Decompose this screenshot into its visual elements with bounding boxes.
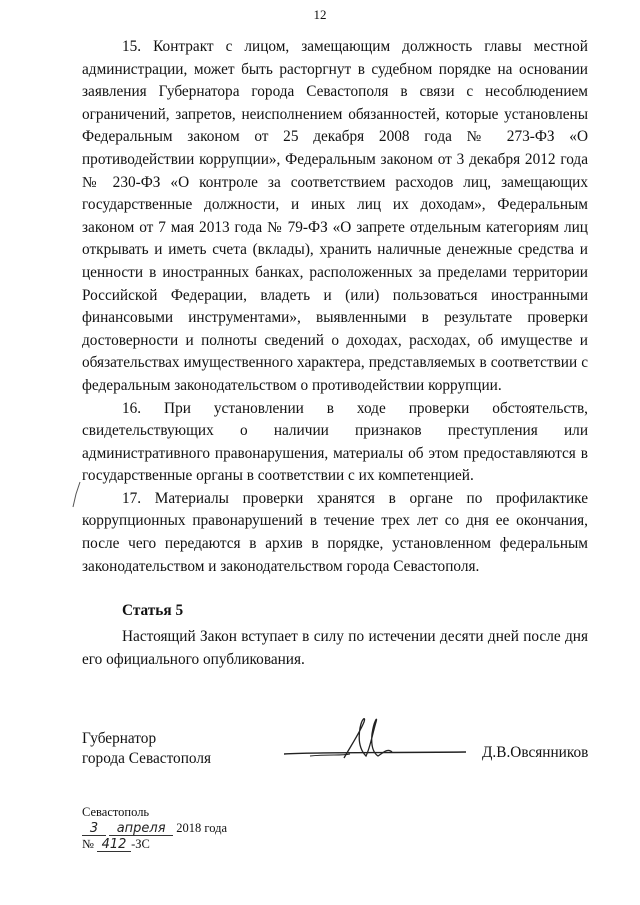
page-number: 12 — [313, 7, 327, 22]
date-day: 3 — [82, 822, 106, 836]
number-prefix: № — [82, 837, 94, 851]
governor-title — [82, 729, 211, 769]
number-value: 412 — [97, 838, 131, 852]
document-footer — [82, 804, 227, 852]
article-5-text: Настоящий Закон вступает в силу по истечении десяти дней после дня его официального опубликования. — [82, 628, 588, 668]
paragraph-16: 16. При установлении в ходе проверки обстоятельств, свидетельствующих о наличии признаков преступления или административного правонарушения, материалы об этом предоставляются в государственные органы в соответствии с их компетенцией. — [82, 399, 588, 485]
paragraph-17: 17. Материалы проверки хранятся в органе по профилактике коррупционных правонарушений в течение трех лет со дня ее окончания, после чего передаются в архив в порядке, установленном федеральным законодательством и законодательством города Севастополя. — [82, 489, 588, 575]
governor-title-line1: Губернатор — [82, 730, 157, 747]
law-number-line — [82, 836, 227, 852]
law-body — [82, 36, 588, 671]
paragraph-15: 15. Контракт с лицом, замещающим должность главы местной администрации, может быть расторгнут в судебном порядке на основании заявления Губернатора города Севастополя в связи с несоблюдением ограничений, запретов, неисполнением обязанностей, которые установлены Федеральным законом от 25 декабря 2008 года № 273-ФЗ «О противодействии коррупции», Федеральным законом от 3 декабря 2012 года № 230-ФЗ «О контроле за соответствием расходов лиц, замещающих государственные должности, и иных лиц их доходам», Федеральным законом от 7 мая 2013 года № 79-ФЗ «О запрете отдельным категориям лиц открывать и иметь счета (вклады), хранить наличные денежные средства и ценности в иностранных банках, расположенных за пределами территории Российской Федерации, владеть и (или) пользоваться иностранными финансовыми инструментами», выявленными в результате проверки достоверности и полноты сведений о доходах, расходах, об имуществе и обязательствах имущественного характера, представляемых в соответствии с федеральным законодательством о противодействии коррупции. — [82, 38, 588, 394]
number-suffix: -ЗС — [131, 837, 150, 851]
date-line — [82, 820, 227, 836]
margin-pen-mark — [70, 480, 84, 515]
article-5-heading: Статья 5 — [122, 602, 184, 620]
date-year: 2018 года — [176, 821, 227, 835]
governor-title-line2: города Севастополя — [82, 750, 212, 767]
handwritten-signature — [280, 712, 470, 769]
city-label: Севастополь — [82, 805, 150, 819]
governor-name: Д.В.Овсянников — [482, 744, 589, 761]
date-month: апреля — [109, 822, 173, 836]
